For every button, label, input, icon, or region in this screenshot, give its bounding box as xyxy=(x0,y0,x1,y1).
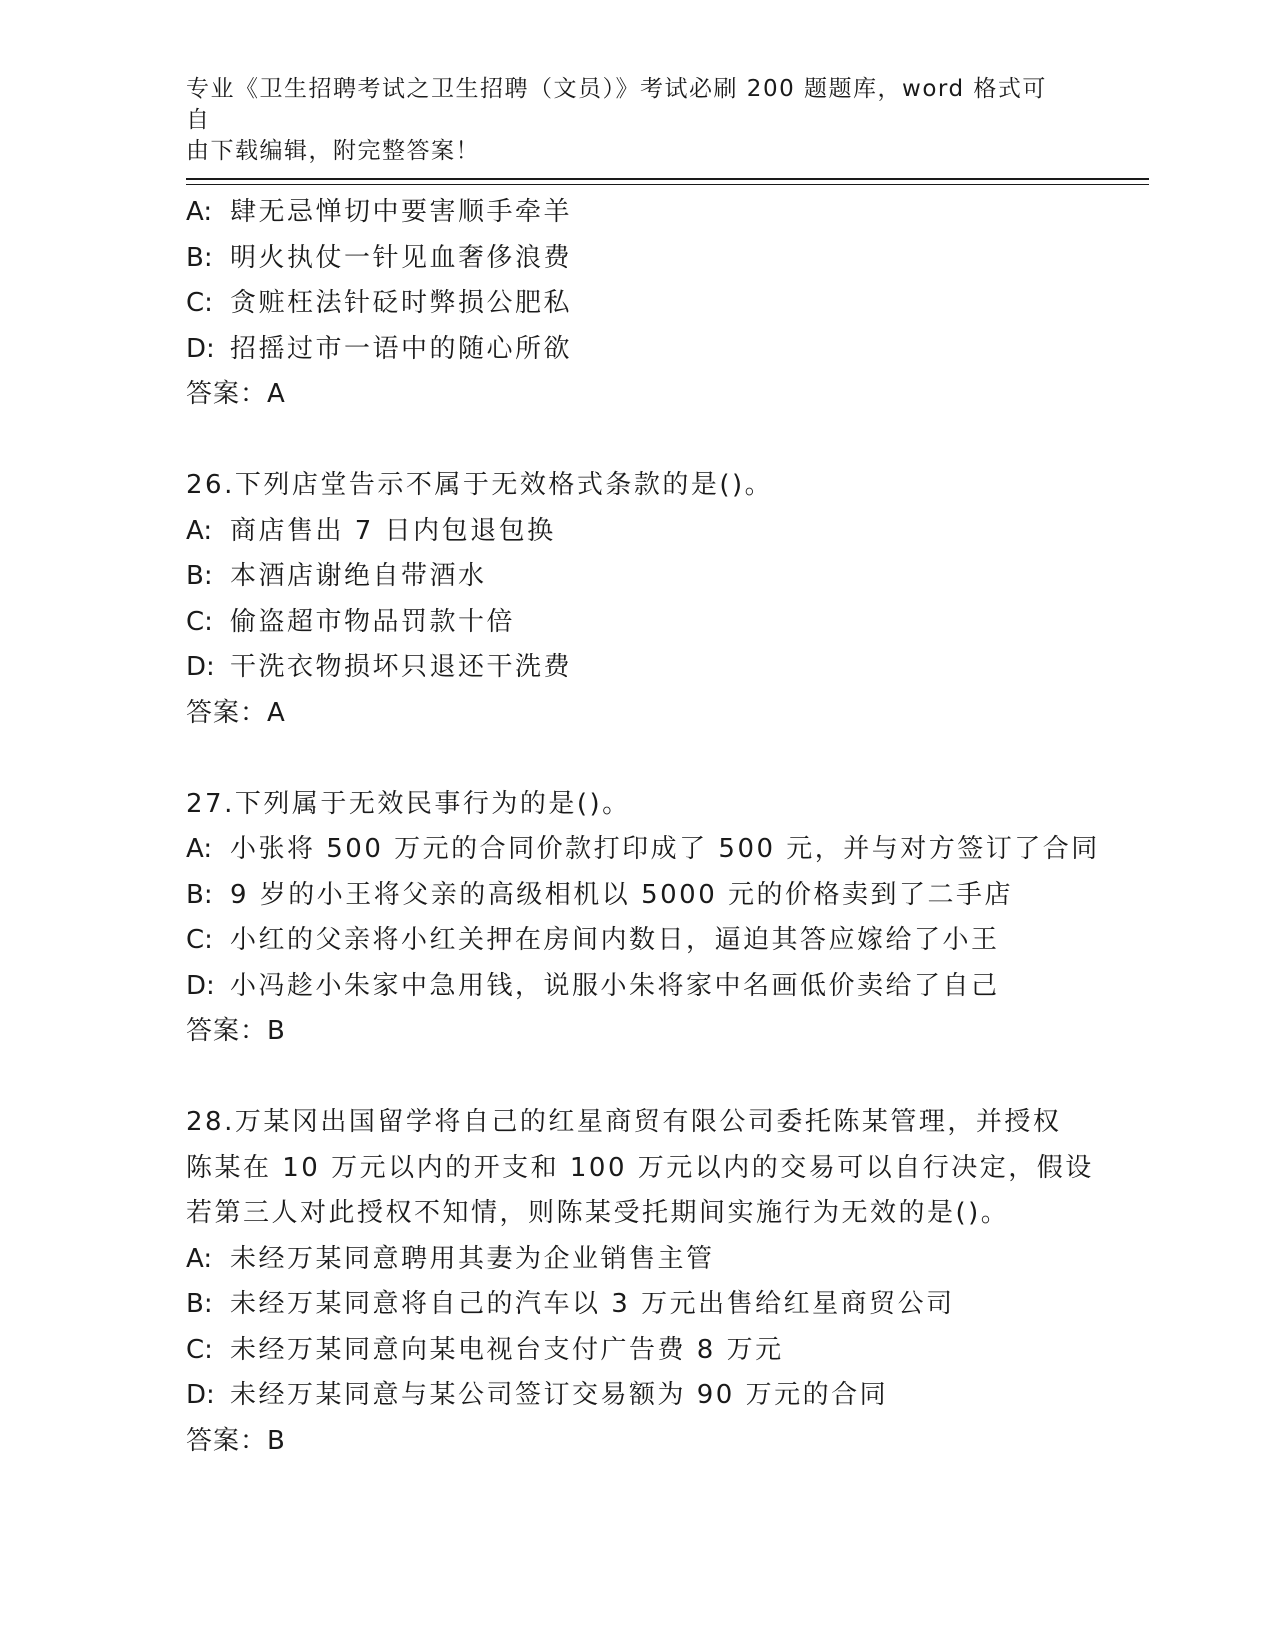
header-line-1: 专业《卫生招聘考试之卫生招聘（文员）》考试必刷 200 题题库，word 格式可自 xyxy=(186,76,1047,133)
question-stem-line-1: 28.万某冈出国留学将自己的红星商贸有限公司委托陈某管理，并授权 xyxy=(186,1107,1062,1137)
answer-line: 答案：B xyxy=(186,1016,286,1046)
option-c: C: 偷盗超市物品罚款十倍 xyxy=(186,606,516,637)
question-28 xyxy=(186,1100,1146,1464)
option-d: D: 小冯趁小朱家中急用钱，说服小朱将家中名画低价卖给了自己 xyxy=(186,970,1000,1001)
option-b: B: 9 岁的小王将父亲的高级相机以 5000 元的价格卖到了二手店 xyxy=(186,879,1014,910)
header-line-2: 由下载编辑，附完整答案！ xyxy=(186,138,480,164)
option-c: C: 未经万某同意向某电视台支付广告费 8 万元 xyxy=(186,1334,784,1365)
question-25 xyxy=(186,190,1146,418)
option-d: D: 未经万某同意与某公司签订交易额为 90 万元的合同 xyxy=(186,1380,889,1410)
option-c: C: 小红的父亲将小红关押在房间内数日，逼迫其答应嫁给了小王 xyxy=(186,925,1000,955)
option-b: B: 本酒店谢绝自带酒水 xyxy=(186,561,487,591)
option-b: B: 未经万某同意将自己的汽车以 3 万元出售给红星商贸公司 xyxy=(186,1289,955,1319)
answer-line: 答案：A xyxy=(186,697,286,728)
question-stem-line-3: 若第三人对此授权不知情，则陈某受托期间实施行为无效的是()。 xyxy=(186,1198,1010,1228)
option-b: B: 明火执仗一针见血奢侈浪费 xyxy=(186,242,573,273)
option-a: A: 肆无忌惮切中要害顺手牵羊 xyxy=(186,197,573,227)
question-27 xyxy=(186,782,1146,1055)
question-stem: 26.下列店堂告示不属于无效格式条款的是()。 xyxy=(186,470,774,500)
option-d: D: 干洗衣物损坏只退还干洗费 xyxy=(186,652,573,682)
option-a: A: 未经万某同意聘用其妻为企业销售主管 xyxy=(186,1243,715,1274)
spacer xyxy=(186,736,1146,782)
spacer xyxy=(186,1055,1146,1101)
answer-line: 答案：B xyxy=(186,1425,286,1456)
question-stem-line-2: 陈某在 10 万元以内的开支和 100 万元以内的交易可以自行决定，假设 xyxy=(186,1152,1094,1183)
header-rule-thin xyxy=(186,184,1149,185)
option-a: A: 商店售出 7 日内包退包换 xyxy=(186,515,556,546)
option-d: D: 招摇过市一语中的随心所欲 xyxy=(186,333,573,364)
question-26 xyxy=(186,463,1146,736)
document-header xyxy=(186,74,1066,167)
header-rule-thick xyxy=(186,178,1149,180)
spacer xyxy=(186,418,1146,464)
question-stem: 27.下列属于无效民事行为的是()。 xyxy=(186,788,631,819)
option-c: C: 贪赃枉法针砭时弊损公肥私 xyxy=(186,288,573,318)
answer-line: 答案：A xyxy=(186,379,286,409)
option-a: A: 小张将 500 万元的合同价款打印成了 500 元，并与对方签订了合同 xyxy=(186,834,1100,864)
question-list xyxy=(186,190,1146,1464)
